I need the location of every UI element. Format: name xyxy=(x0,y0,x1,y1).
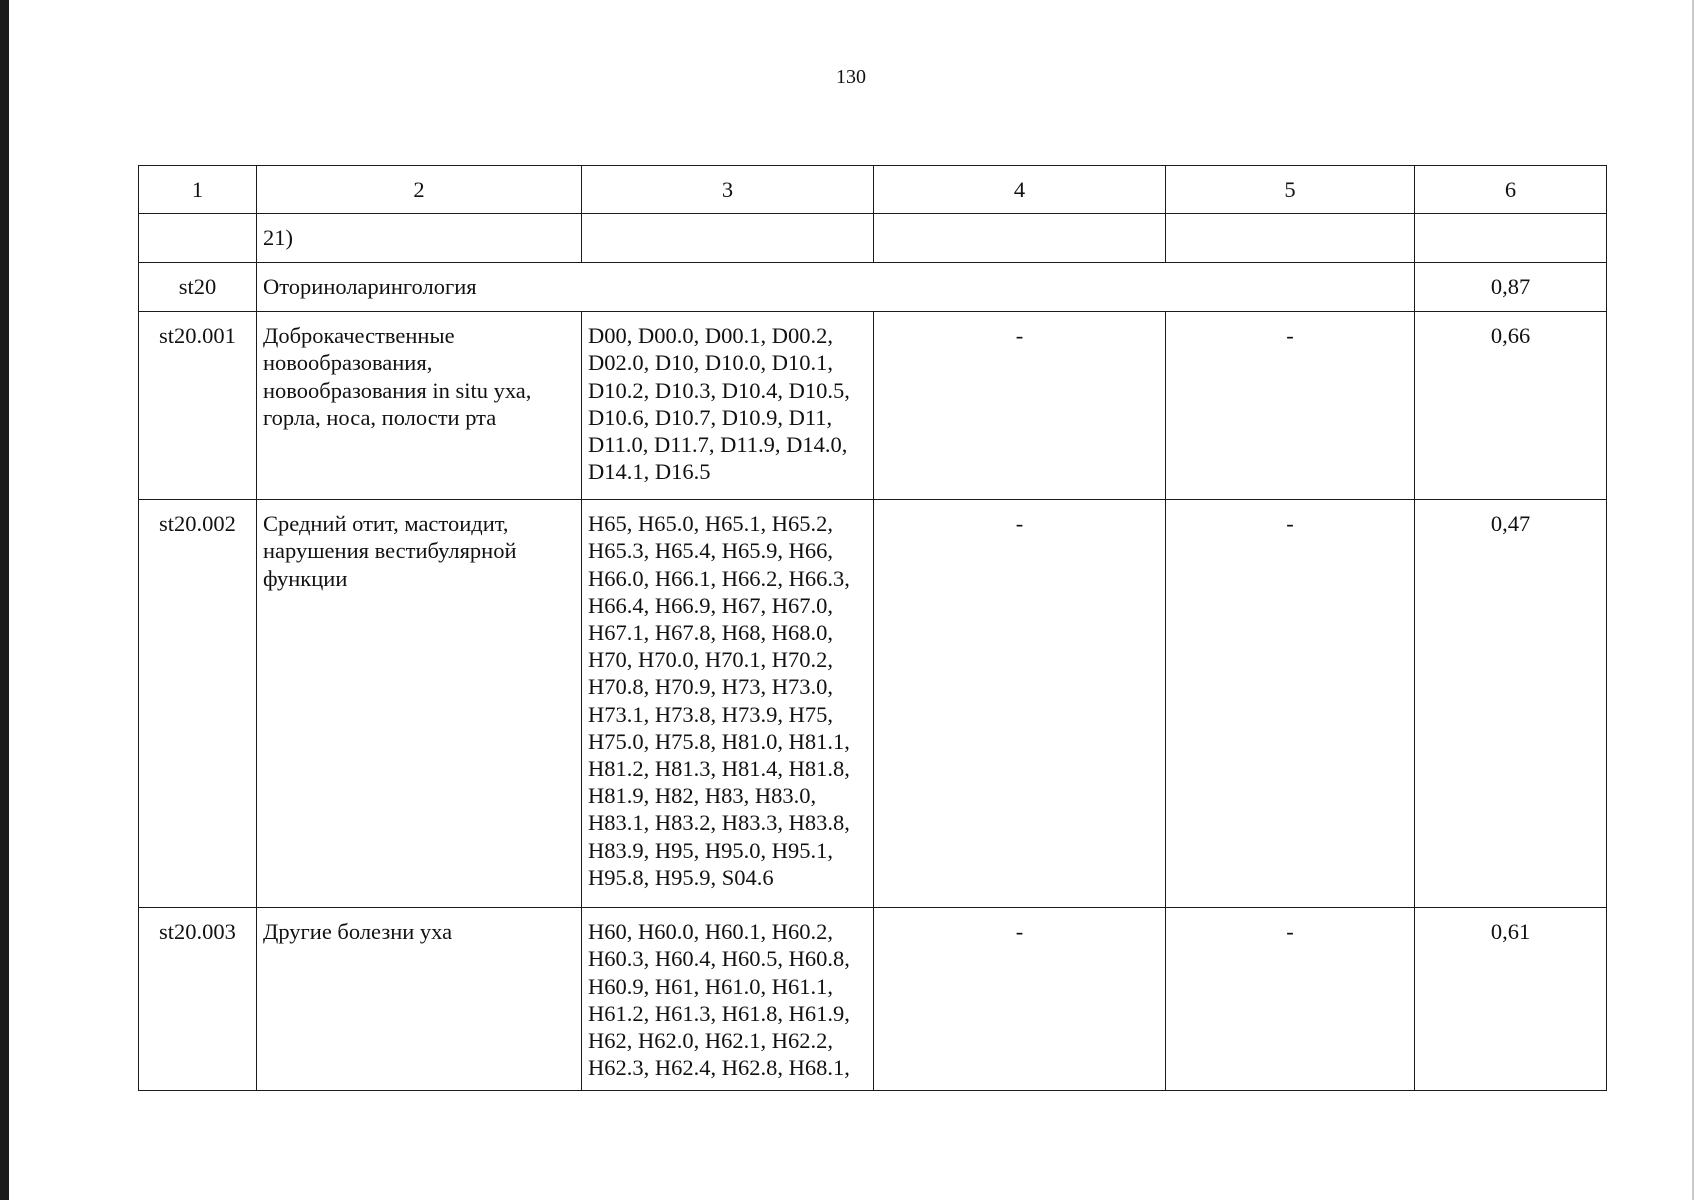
scan-left-edge xyxy=(0,0,9,1200)
row-code: st20.002 xyxy=(139,500,257,908)
row-icd-codes: H60, H60.0, H60.1, H60.2, H60.3, H60.4, H60.5, H60.8, H60.9, H61, H61.0, H61.1, H61.2, H61.3, H61.8, H61.9, H62, H62.0, H62.1, H62.2, H62.3, H62.4, H62.8, H68.1, xyxy=(582,908,874,1091)
continuation-cell-1 xyxy=(139,214,257,263)
continuation-cell-5 xyxy=(1166,214,1415,263)
column-number-1: 1 xyxy=(139,166,257,214)
column-number-5: 5 xyxy=(1166,166,1415,214)
section-code: st20 xyxy=(139,263,257,312)
section-row xyxy=(139,263,1607,312)
continuation-cell-6 xyxy=(1415,214,1607,263)
row-name: Средний отит, мастоидит, нарушения вестибулярной функции xyxy=(257,500,582,908)
row-name: Доброкачественные новообразования, новообразования in situ уха, горла, носа, полости рта xyxy=(257,312,582,500)
row-col5: - xyxy=(1166,908,1415,1091)
row-coefficient: 0,47 xyxy=(1415,500,1607,908)
column-number-2: 2 xyxy=(257,166,582,214)
tariff-table xyxy=(138,165,1607,1091)
row-col4: - xyxy=(874,312,1166,500)
row-name: Другие болезни уха xyxy=(257,908,582,1091)
column-number-3: 3 xyxy=(582,166,874,214)
row-coefficient: 0,66 xyxy=(1415,312,1607,500)
row-coefficient: 0,61 xyxy=(1415,908,1607,1091)
table-row xyxy=(139,500,1607,908)
continuation-text: 21) xyxy=(257,214,582,263)
table-row xyxy=(139,908,1607,1091)
column-number-row xyxy=(139,166,1607,214)
row-col5: - xyxy=(1166,312,1415,500)
row-col4: - xyxy=(874,500,1166,908)
row-icd-codes: H65, H65.0, H65.1, H65.2, H65.3, H65.4, H65.9, H66, H66.0, H66.1, H66.2, H66.3, H66.4, H66.9, H67, H67.0, H67.1, H67.8, H68, H68.0, H70, H70.0, H70.1, H70.2, H70.8, H70.9, H73, H73.0, H73.1, H73.8, H73.9, H75, H75.0, H75.8, H81.0, H81.1, H81.2, H81.3, H81.4, H81.8, H81.9, H82, H83, H83.0, H83.1, H83.2, H83.3, H83.8, H83.9, H95, H95.0, H95.1, H95.8, H95.9, S04.6 xyxy=(582,500,874,908)
table-row xyxy=(139,312,1607,500)
row-code: st20.001 xyxy=(139,312,257,500)
column-number-6: 6 xyxy=(1415,166,1607,214)
row-col4: - xyxy=(874,908,1166,1091)
row-col5: - xyxy=(1166,500,1415,908)
page-number: 130 xyxy=(836,66,866,88)
continuation-row xyxy=(139,214,1607,263)
section-coefficient: 0,87 xyxy=(1415,263,1607,312)
row-code: st20.003 xyxy=(139,908,257,1091)
continuation-cell-4 xyxy=(874,214,1166,263)
row-icd-codes: D00, D00.0, D00.1, D00.2, D02.0, D10, D10.0, D10.1, D10.2, D10.3, D10.4, D10.5, D10.6, D10.7, D10.9, D11, D11.0, D11.7, D11.9, D14.0, D14.1, D16.5 xyxy=(582,312,874,500)
scan-right-edge xyxy=(1692,0,1694,1200)
column-number-4: 4 xyxy=(874,166,1166,214)
section-name: Оториноларингология xyxy=(257,263,1415,312)
continuation-cell-3 xyxy=(582,214,874,263)
